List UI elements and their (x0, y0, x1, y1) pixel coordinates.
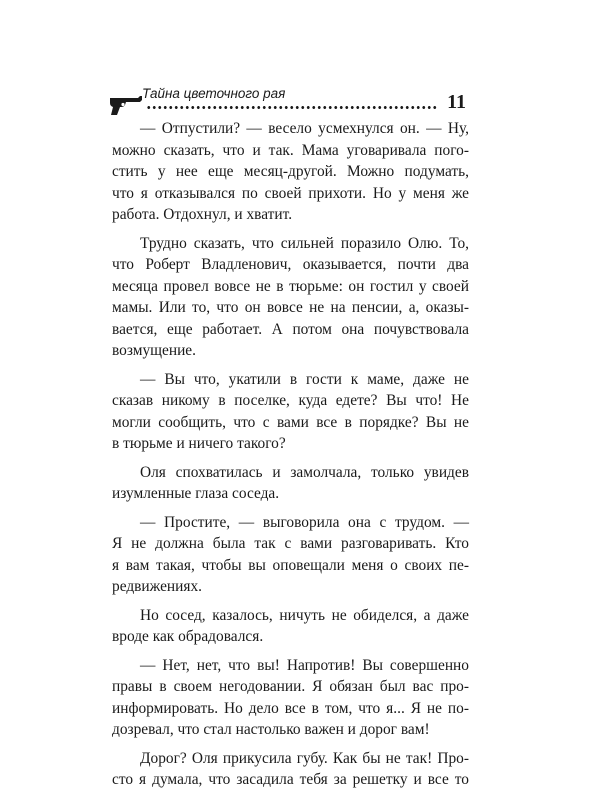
text-line: можно сказать, что и так. Мама уговаривала пого- (112, 141, 469, 159)
text-line: работа. Отдохнул, и хватит. (112, 206, 293, 223)
text-line: — Простите, — выговорила она с трудом. — (140, 513, 469, 531)
text-line: — Отпустили? — весело усмехнулся он. — Ну, (140, 120, 469, 137)
text-line: информировать. Но дело все в том, что я... Я не по- (112, 699, 469, 717)
text-line: месяца провел вовсе не в тюрьме: он гостил у своей (112, 277, 469, 295)
paragraph (112, 233, 469, 362)
text-line: Трудно сказать, что сильней поразило Олю. То, (140, 234, 469, 252)
text-line: вроде как обрадовался. (112, 628, 264, 645)
running-header (108, 82, 468, 118)
text-line: сказав никому в поселке, куда едете? Вы что! Не (112, 392, 469, 409)
running-title: Тайна цветочного рая (142, 86, 286, 101)
body-text (112, 118, 469, 798)
text-line: Оля спохватилась и замолчала, только увидев (140, 463, 469, 481)
text-line: в тюрьме и ничего такого? (112, 435, 286, 452)
text-line: дозревал, что стал настолько важен и дорог вам! (112, 721, 430, 738)
text-line: правы в своем негодовании. Я обязан был вас про- (112, 678, 469, 695)
text-line: мамы. Или то, что он вовсе не на пенсии, а, оказы- (112, 299, 469, 316)
revolver-icon (108, 94, 144, 116)
text-line: Дорог? Оля прикусила губу. Как бы не так! Про- (140, 749, 469, 767)
text-line: редвижениях. (112, 578, 203, 595)
text-line: могли сообщить, что с вами все в порядке? Вы не (112, 413, 469, 431)
text-line: что Роберт Владленович, оказывается, почти два (112, 256, 469, 273)
text-line: — Вы что, укатили в гости к маме, даже не (140, 370, 469, 388)
paragraph (112, 655, 469, 741)
paragraph (112, 462, 469, 505)
text-line: я вам такая, чтобы вы оповещали меня о своих пе- (112, 556, 469, 574)
text-line: что я отказывался по своей прихоти. Но у меня же (112, 184, 469, 202)
text-line: вается, еще работает. А потом она почувствовала (112, 320, 469, 338)
page-number: 11 (447, 91, 466, 113)
text-line: Я не должна была так с вами разговаривать. Кто (112, 535, 469, 552)
text-line: возмущение. (112, 342, 196, 359)
leader-dots (146, 105, 437, 110)
paragraph (112, 748, 469, 791)
text-line: сто я думала, что засадила тебя за решетку и все то (112, 771, 469, 788)
text-line: изумленные глаза соседа. (112, 485, 280, 502)
paragraph (112, 605, 469, 648)
text-line: — Нет, нет, что вы! Напротив! Вы совершенно (140, 656, 469, 674)
paragraph (112, 369, 469, 455)
paragraph (112, 512, 469, 598)
paragraph (112, 118, 469, 226)
text-line: Но сосед, казалось, ничуть не обиделся, а даже (140, 606, 469, 624)
text-line: стить у нее еще месяц-другой. Можно подумать, (112, 163, 469, 180)
